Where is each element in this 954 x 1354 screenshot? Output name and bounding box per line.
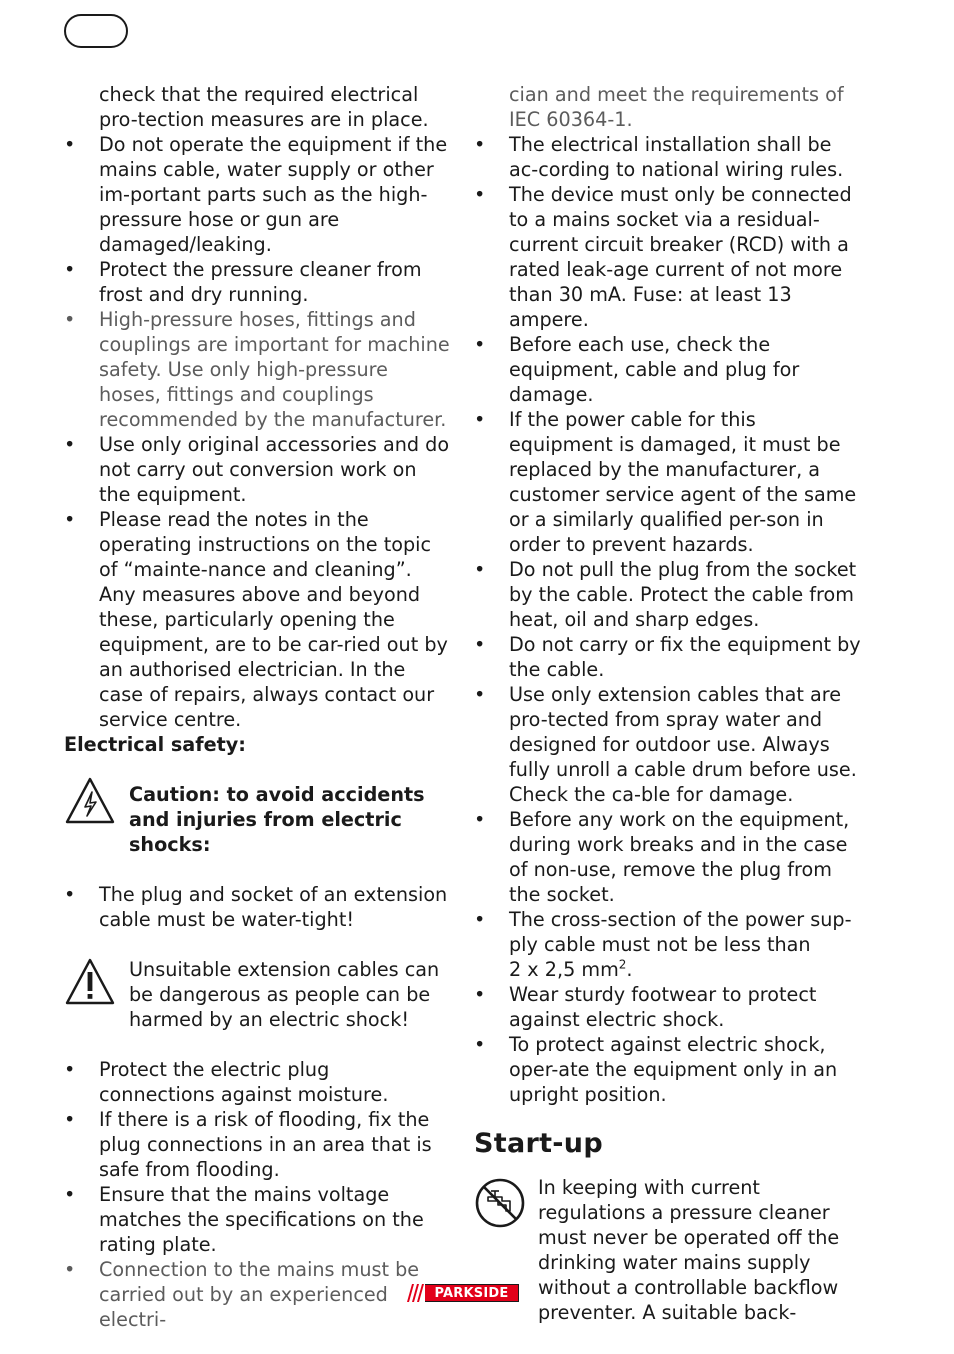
continuation-line: cian and meet the requirements of [509,83,844,106]
logo-stripes-icon [403,1284,425,1302]
list-item: • To protect against electric shock, oper-ate the equipment only in an upright position. [474,1032,864,1107]
list-item: • The plug and socket of an extension cable must be water-tight! [64,882,450,932]
cross-section-value: 2 x 2,5 mm [509,958,619,981]
cross-section-end: . [626,958,633,981]
electric-hazard-triangle-icon [64,776,116,826]
parkside-logo [403,1284,519,1302]
language-badge [64,14,128,48]
continuation-text: check that the required electrical pro-tection measures are in place. [99,83,429,131]
caution-text: Caution: to avoid accidents and injuries from electric shocks: [129,783,425,856]
cross-section-text: The cross-section of the power sup-ply cable must not be less than [509,908,852,956]
cross-section-superscript: 2 [618,957,627,972]
right-column [474,82,864,1325]
bullet-list [474,132,864,1107]
startup-note-box [474,1175,864,1325]
list-item: • Wear sturdy footwear to protect against electric shock. [474,982,864,1032]
list-item: • Ensure that the mains voltage matches the specifications on the rating plate. [64,1182,450,1257]
no-drinking-water-connection-icon [474,1177,526,1229]
caution-box [64,782,450,857]
bullet-list [64,132,450,732]
list-item: • Before any work on the equipment, during work breaks and in the case of non-use, remove the plug from the socket. [474,807,864,907]
continuation-text [474,82,864,132]
startup-note-text: In keeping with current regulations a pressure cleaner must never be operated off the drinking water mains supply without a controllable backflow preventer. A suitable back- [538,1176,840,1324]
electrical-safety-heading: Electrical safety: [64,733,246,756]
left-column [64,82,450,1332]
list-item: • Protect the pressure cleaner from frost and dry running. [64,257,450,307]
list-item: • If there is a risk of flooding, fix the plug connections in an area that is safe from flooding. [64,1107,450,1182]
list-item: • High-pressure hoses, fittings and couplings are important for machine safety. Use only high-pressure hoses, fittings and couplings recommended by the manufacturer. [64,307,450,432]
list-item: • Use only original accessories and do not carry out conversion work on the equipment. [64,432,450,507]
list-item-cross-section [474,907,864,982]
list-item: • If the power cable for this equipment is damaged, it must be replaced by the manufacturer, a customer service agent of the same or a similarly qualified per-son in order to prevent hazards. [474,407,864,557]
bullet-list [64,882,450,932]
list-item: • The electrical installation shall be ac-cording to national wiring rules. [474,132,864,182]
warning-box [64,957,450,1032]
list-item: • Before each use, check the equipment, cable and plug for damage. [474,332,864,407]
list-item: • Please read the notes in the operating instructions on the topic of “mainte-nance and cleaning”. Any measures above and beyond these, particularly opening the equipment, are to be car-ried out by an authorised electrician. In the case of repairs, always contact our service centre. [64,507,450,732]
continuation-line: IEC 60364-1. [509,108,633,131]
warning-text: Unsuitable extension cables can be dangerous as people can be harmed by an electric shock! [129,958,440,1031]
brand-name: PARKSIDE [425,1284,519,1302]
list-item: • Use only extension cables that are pro-tected from spray water and designed for outdoor use. Always fully unroll a cable drum before use. Check the ca-ble for damage. [474,682,864,807]
list-item: • Connection to the mains must be carried out by an experienced electri- [64,1257,450,1332]
startup-heading: Start-up [474,1128,603,1159]
exclamation-triangle-icon [64,957,116,1007]
bullet-list [64,1057,450,1332]
list-item: • Do not carry or fix the equipment by the cable. [474,632,864,682]
list-item: • Protect the electric plug connections against moisture. [64,1057,450,1107]
list-item: • Do not pull the plug from the socket by the cable. Protect the cable from heat, oil and sharp edges. [474,557,864,632]
list-item: • Do not operate the equipment if the mains cable, water supply or other im-portant parts such as the high-pressure hose or gun are damaged/leaking. [64,132,450,257]
list-item: • The device must only be connected to a mains socket via a residual-current circuit breaker (RCD) with a rated leak-age current of not more than 30 mA. Fuse: at least 13 ampere. [474,182,864,332]
